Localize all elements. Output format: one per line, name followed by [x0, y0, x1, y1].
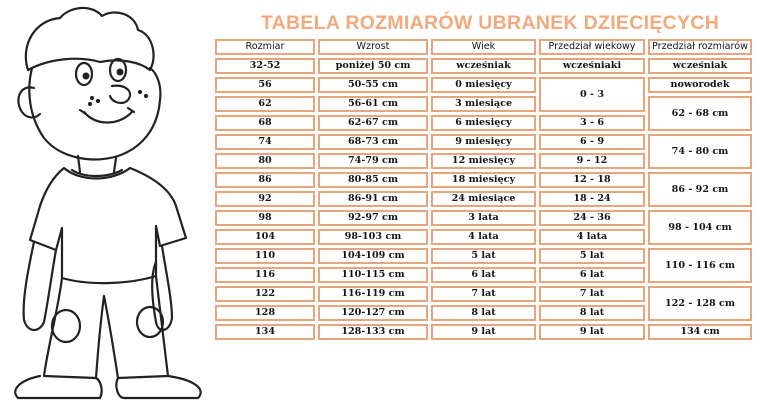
size-range-cell: noworodek	[648, 77, 752, 93]
size-cell: 86	[215, 172, 315, 188]
age-range-cell: 18 - 24	[539, 191, 645, 207]
height-cell: 120-127 cm	[318, 305, 428, 321]
size-cell: 134	[215, 324, 315, 340]
size-cell: 92	[215, 191, 315, 207]
height-cell: 92-97 cm	[318, 210, 428, 226]
right-shoe	[116, 376, 200, 398]
table-row	[215, 248, 752, 264]
nose	[110, 86, 130, 103]
size-cell: 98	[215, 210, 315, 226]
size-range-cell: 74 - 80 cm	[648, 134, 752, 169]
age-range-cell: 7 lat	[539, 286, 645, 302]
size-cell: 116	[215, 267, 315, 283]
mouth	[84, 112, 132, 123]
height-cell: 80-85 cm	[318, 172, 428, 188]
size-range-cell: wcześniak	[648, 58, 752, 74]
header-przedzial-rozmiarow: Przedział rozmiarów	[648, 39, 752, 55]
age-range-cell: 8 lat	[539, 305, 645, 321]
size-cell: 80	[215, 153, 315, 169]
age-range-cell: 3 - 6	[539, 115, 645, 131]
size-chart-table	[212, 36, 755, 343]
cartoon-boy-illustration	[0, 0, 215, 405]
height-cell: 128-133 cm	[318, 324, 428, 340]
age-cell: 4 lata	[431, 229, 536, 245]
header-rozmiar: Rozmiar	[215, 39, 315, 55]
left-arm	[24, 242, 56, 330]
age-cell: 5 lat	[431, 248, 536, 264]
height-cell: 74-79 cm	[318, 153, 428, 169]
left-shoe	[15, 376, 101, 398]
size-range-cell: 122 - 128 cm	[648, 286, 752, 321]
size-cell: 110	[215, 248, 315, 264]
age-cell: 7 lat	[431, 286, 536, 302]
age-range-cell: 6 - 9	[539, 134, 645, 150]
header-wiek: Wiek	[431, 39, 536, 55]
age-range-cell: 9 lat	[539, 324, 645, 340]
height-cell: poniżej 50 cm	[318, 58, 428, 74]
header-wzrost: Wzrost	[318, 39, 428, 55]
table-row	[215, 324, 752, 340]
age-cell: 6 lat	[431, 267, 536, 283]
size-range-cell: 86 - 92 cm	[648, 172, 752, 207]
height-cell: 56-61 cm	[318, 96, 428, 112]
table-row	[215, 58, 752, 74]
height-cell: 110-115 cm	[318, 267, 428, 283]
age-range-cell: 24 - 36	[539, 210, 645, 226]
age-range-cell: 6 lat	[539, 267, 645, 283]
size-range-cell: 110 - 116 cm	[648, 248, 752, 283]
age-range-cell: 4 lata	[539, 229, 645, 245]
age-cell: 6 miesięcy	[431, 115, 536, 131]
table-row	[215, 286, 752, 302]
height-cell: 62-67 cm	[318, 115, 428, 131]
age-cell: 12 miesięcy	[431, 153, 536, 169]
table-row	[215, 77, 752, 93]
hair	[26, 8, 154, 70]
age-range-cell: 5 lat	[539, 248, 645, 264]
size-cell: 104	[215, 229, 315, 245]
size-range-cell: 98 - 104 cm	[648, 210, 752, 245]
height-cell: 68-73 cm	[318, 134, 428, 150]
table-row	[215, 134, 752, 150]
height-cell: 86-91 cm	[318, 191, 428, 207]
size-cell: 32-52	[215, 58, 315, 74]
size-cell: 74	[215, 134, 315, 150]
height-cell: 50-55 cm	[318, 77, 428, 93]
age-range-cell: 0 - 3	[539, 77, 645, 112]
age-range-cell: 12 - 18	[539, 172, 645, 188]
age-cell: wcześniak	[431, 58, 536, 74]
header-row	[215, 39, 752, 55]
height-cell: 104-109 cm	[318, 248, 428, 264]
size-cell: 128	[215, 305, 315, 321]
height-cell: 98-103 cm	[318, 229, 428, 245]
age-cell: 3 miesiące	[431, 96, 536, 112]
height-cell: 116-119 cm	[318, 286, 428, 302]
page-title: TABELA ROZMIARÓW UBRANEK DZIECIĘCYCH	[260, 12, 720, 34]
size-range-cell: 62 - 68 cm	[648, 96, 752, 131]
size-range-cell: 134 cm	[648, 324, 752, 340]
header-przedzial-wiekowy: Przedział wiekowy	[539, 39, 645, 55]
size-cell: 56	[215, 77, 315, 93]
age-cell: 8 lat	[431, 305, 536, 321]
table-row	[215, 96, 752, 112]
age-cell: 0 miesięcy	[431, 77, 536, 93]
size-cell: 68	[215, 115, 315, 131]
age-cell: 18 miesięcy	[431, 172, 536, 188]
age-cell: 3 lata	[431, 210, 536, 226]
age-cell: 9 miesięcy	[431, 134, 536, 150]
table-row	[215, 172, 752, 188]
age-range-cell: wcześniaki	[539, 58, 645, 74]
pants	[44, 276, 168, 378]
size-cell: 62	[215, 96, 315, 112]
head-outline	[29, 68, 160, 159]
age-cell: 24 miesiące	[431, 191, 536, 207]
table-row	[215, 210, 752, 226]
age-range-cell: 9 - 12	[539, 153, 645, 169]
size-cell: 122	[215, 286, 315, 302]
age-cell: 9 lat	[431, 324, 536, 340]
